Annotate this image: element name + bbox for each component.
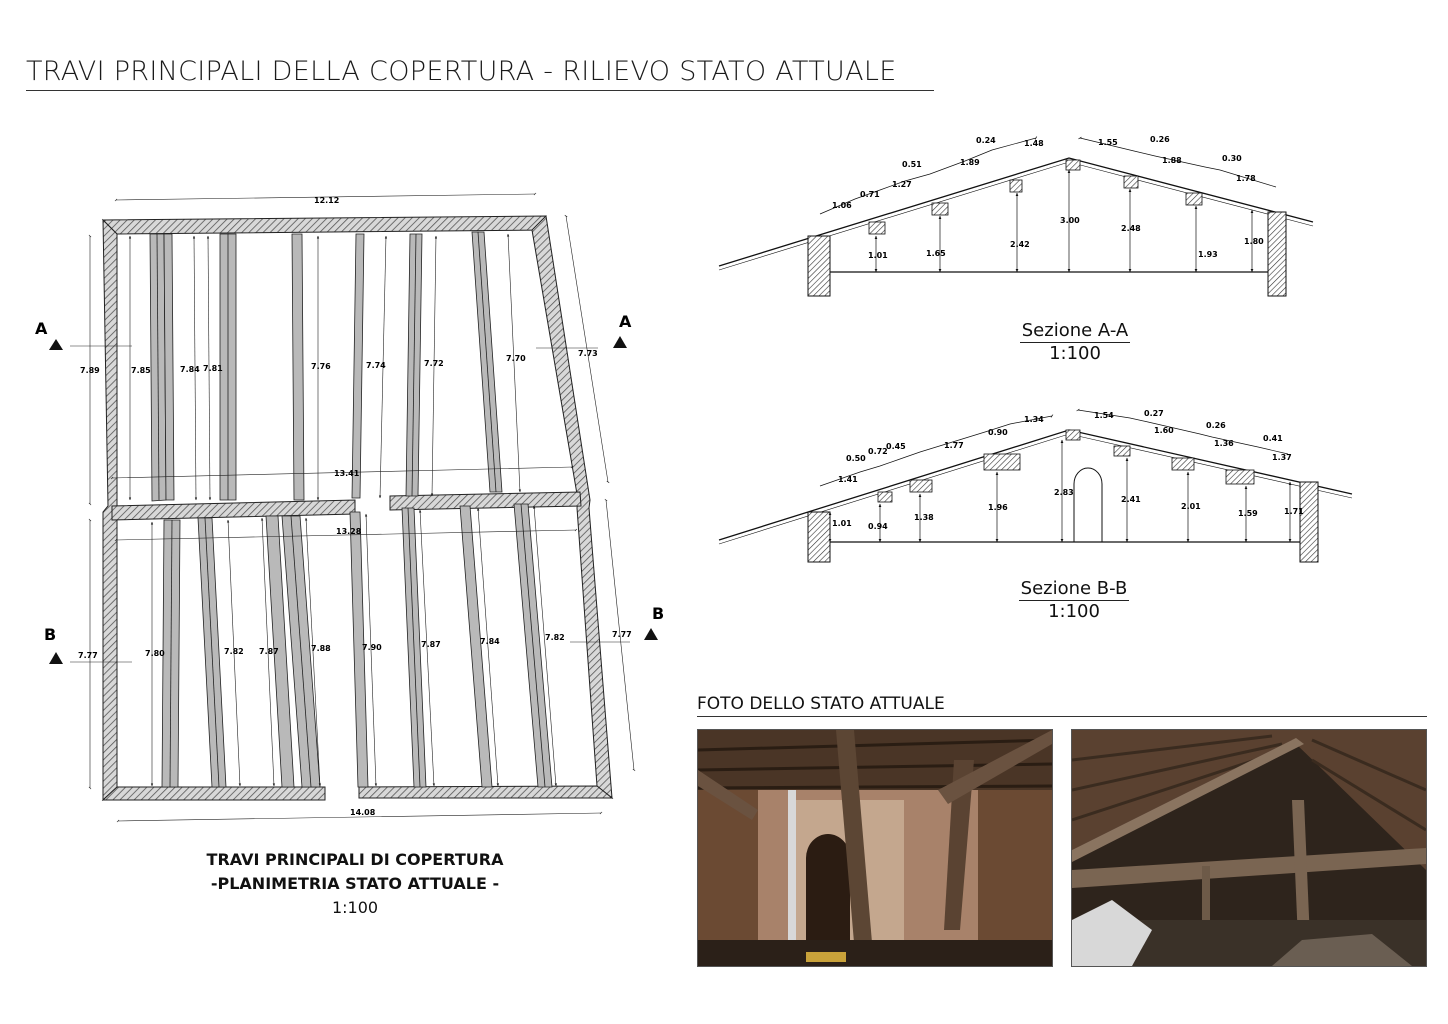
beam-upper-5: 7.74 (366, 361, 386, 370)
section-a-drawing (719, 135, 1313, 296)
secA-h-1: 1.01 (868, 251, 888, 260)
dim-left-upper: 7.89 (80, 366, 100, 375)
secB-top-3: 0.72 (868, 447, 888, 456)
secB-top-10: 1.60 (1154, 426, 1174, 435)
beam-upper-1: 7.85 (131, 366, 151, 375)
secB-top-4: 0.45 (886, 442, 906, 451)
secB-top-12: 1.36 (1214, 439, 1234, 448)
secB-top-9: 0.27 (1144, 409, 1164, 418)
dim-left-lower: 7.77 (78, 651, 98, 660)
dim-width-mid2: 13.28 (336, 527, 362, 536)
secB-h-6: 2.41 (1121, 495, 1141, 504)
beam-lower-6: 7.87 (421, 640, 441, 649)
secB-top-14: 1.37 (1272, 453, 1292, 462)
secA-top-11: 0.30 (1222, 154, 1242, 163)
secB-h-9: 1.71 (1284, 507, 1304, 516)
secA-top-1: 1.06 (832, 201, 852, 210)
secB-top-13: 0.41 (1263, 434, 1283, 443)
wall-bottom-left (103, 787, 325, 800)
marker-a-left: A (35, 319, 48, 338)
beam-lower-2: 7.82 (224, 647, 244, 656)
section-a-scale: 1:100 (1049, 343, 1101, 364)
floor-plan (35, 194, 664, 821)
beam-lower-8: 7.82 (545, 633, 565, 642)
section-a-wall-left (808, 236, 830, 296)
secA-h-5: 2.48 (1121, 224, 1141, 233)
section-a-caption (995, 320, 1155, 364)
secB-top-8: 1.54 (1094, 411, 1114, 420)
beam-lower-1: 7.80 (145, 649, 165, 658)
photo-attic-right (1071, 729, 1427, 967)
beam-lower-3: 7.87 (259, 647, 279, 656)
marker-b-left: B (44, 625, 57, 644)
secA-h-6: 1.93 (1198, 250, 1218, 259)
marker-b-right: B (652, 604, 665, 623)
secA-h-7: 1.80 (1244, 237, 1264, 246)
secA-h-2: 1.65 (926, 249, 946, 258)
marker-a-right: A (619, 312, 632, 331)
secB-h-3: 1.38 (914, 513, 934, 522)
beam-lower-4: 7.88 (311, 644, 331, 653)
secB-top-2: 0.50 (846, 454, 866, 463)
beam-upper-4: 7.76 (311, 362, 331, 371)
secA-top-6: 0.24 (976, 136, 996, 145)
secA-top-7: 1.48 (1024, 139, 1044, 148)
photos-label: FOTO DELLO STATO ATTUALE (697, 694, 945, 714)
secB-h-1: 1.01 (832, 519, 852, 528)
secA-top-5: 1.89 (960, 158, 980, 167)
dim-width-bottom: 14.08 (350, 808, 376, 817)
secB-top-1: 1.41 (838, 475, 858, 484)
section-a-wall-right (1268, 212, 1286, 296)
section-a-label: Sezione A-A (1021, 320, 1129, 341)
dim-width-mid1: 13.41 (334, 469, 360, 478)
secB-top-5: 1.77 (944, 441, 964, 450)
section-b-caption (994, 578, 1154, 622)
section-b-door (1074, 468, 1102, 542)
wall-middle-left (112, 500, 355, 520)
plan-caption-scale: 1:100 (331, 898, 379, 917)
beam-upper-7: 7.70 (506, 354, 526, 363)
dim-right-upper: 7.73 (578, 349, 598, 358)
beam-upper-3: 7.81 (203, 364, 223, 373)
section-b-label: Sezione B-B (1020, 578, 1128, 599)
secB-top-11: 0.26 (1206, 421, 1226, 430)
secB-h-7: 2.01 (1181, 502, 1201, 511)
photo-attic-left (697, 729, 1053, 967)
beam-lower-5: 7.90 (362, 643, 382, 652)
secA-top-8: 1.55 (1098, 138, 1118, 147)
secB-h-2: 0.94 (868, 522, 888, 531)
section-b-drawing (719, 409, 1352, 562)
beam-lower-7: 7.84 (480, 637, 500, 646)
secA-h-4: 3.00 (1060, 216, 1080, 225)
section-b-scale: 1:100 (1048, 601, 1100, 622)
secA-top-4: 0.51 (902, 160, 922, 169)
photo-attic-right-image (1072, 730, 1426, 966)
photos-underline (697, 716, 1427, 717)
secB-h-5: 2.83 (1054, 488, 1074, 497)
section-b-wall-left (808, 512, 830, 562)
secA-top-12: 1.78 (1236, 174, 1256, 183)
dim-width-top: 12.12 (314, 196, 340, 205)
secA-top-10: 1.88 (1162, 156, 1182, 165)
secA-top-2: 0.71 (860, 190, 880, 199)
wall-top (103, 216, 546, 234)
plan-caption-title: TRAVI PRINCIPALI DI COPERTURA (206, 850, 504, 869)
secA-top-3: 1.27 (892, 180, 912, 189)
secA-top-9: 0.26 (1150, 135, 1170, 144)
wall-middle-right (390, 492, 581, 510)
beam-upper-6: 7.72 (424, 359, 444, 368)
plan-caption-subtitle: -PLANIMETRIA STATO ATTUALE - (210, 874, 500, 893)
secB-top-6: 0.90 (988, 428, 1008, 437)
wall-bottom-right (359, 786, 612, 798)
secB-h-4: 1.96 (988, 503, 1008, 512)
beam-upper-2: 7.84 (180, 365, 200, 374)
section-b-wall-right (1300, 482, 1318, 562)
photo-attic-left-image (698, 730, 1052, 966)
secA-h-3: 2.42 (1010, 240, 1030, 249)
secB-top-7: 1.34 (1024, 415, 1044, 424)
dim-right-lower: 7.77 (612, 630, 632, 639)
secB-h-8: 1.59 (1238, 509, 1258, 518)
sheet-title: TRAVI PRINCIPALI DELLA COPERTURA - RILIEVO STATO ATTUALE (26, 56, 897, 87)
